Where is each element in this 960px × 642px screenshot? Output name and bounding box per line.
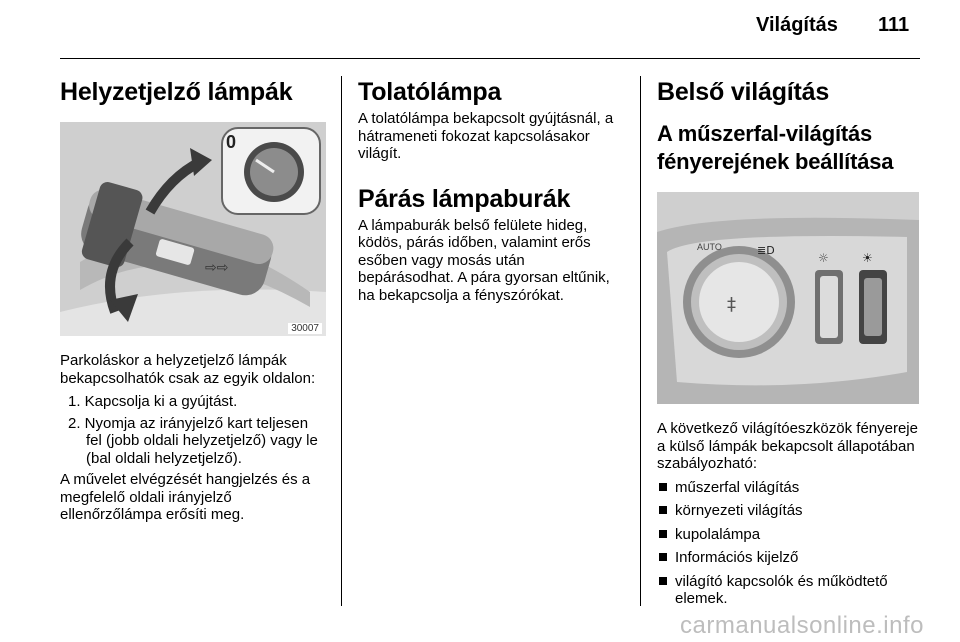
bullet-icon	[659, 483, 667, 491]
column-divider-1	[341, 76, 342, 606]
list-item: 2. Nyomja az irányjelző kart teljesen fel (jobb oldali helyzetjelző) vagy le (bal oldali helyzetjelző).	[68, 414, 318, 467]
list-item: műszerfal világítás	[657, 479, 923, 497]
section-heading-parking-lights: Helyzetjelző lámpák	[60, 78, 293, 106]
header-title: Világítás	[756, 14, 838, 36]
list-item: 1. Kapcsolja ki a gyújtást.	[68, 393, 238, 410]
section-heading-reversing-light: Tolatólámpa	[358, 78, 502, 106]
paragraph-dimmable-devices: A következő világítóeszközök fényereje a külső lámpák bekapcsolt állapotában szabályozható:	[657, 420, 918, 472]
light-switch-panel-illustration	[657, 192, 919, 404]
steps-list	[60, 393, 328, 467]
paragraph-intro: Parkoláskor a helyzetjelző lámpák bekapcsolhatók csak az egyik oldalon:	[60, 352, 316, 387]
bullet-icon	[659, 553, 667, 561]
section-heading-fogged-covers: Párás lámpaburák	[358, 184, 571, 213]
dial-zero-label: 0	[226, 132, 237, 152]
svg-text:☼: ☼	[818, 251, 829, 265]
figure-turn-signal-lever	[60, 122, 326, 336]
bullet-icon	[659, 577, 667, 585]
column-reverse-lights	[358, 70, 624, 304]
figure-number: 30007	[288, 323, 322, 334]
paragraph-outro: A művelet elvégzését hangjelzés és a megfelelő oldali irányjelző ellenőrzőlámpa erősíti meg.	[60, 471, 311, 523]
paragraph-fogged-covers: A lámpaburák belső felülete hideg, ködös, párás időben, valamint erős esőben vagy mosás után bepárásodhat. A pára gyorsan eltűnik, ha bekapcsolja a fényszórókat.	[358, 216, 610, 304]
svg-text:☀: ☀	[862, 251, 873, 265]
watermark: carmanualsonline.info	[680, 612, 924, 639]
paragraph-reversing-light: A tolatólámpa bekapcsolt gyújtásnál, a hátrameneti fokozat kapcsolásakor világít.	[358, 110, 614, 162]
list-item: környezeti világítás	[657, 502, 923, 520]
turn-signal-lever-illustration	[60, 122, 326, 336]
auto-label: AUTO	[697, 242, 722, 252]
column-parking-lights	[60, 70, 328, 524]
column-divider-2	[640, 76, 641, 606]
bullet-icon	[659, 506, 667, 514]
column-interior-lighting	[657, 70, 923, 614]
list-item: Információs kijelző	[657, 549, 923, 567]
svg-text:‡: ‡	[727, 294, 736, 315]
svg-text:≣D: ≣D	[757, 244, 775, 257]
svg-text:⇨⇨: ⇨⇨	[205, 260, 229, 276]
page-number: 111	[878, 14, 910, 36]
header-divider	[60, 58, 920, 59]
bullet-icon	[659, 530, 667, 538]
dimmable-items-list	[657, 479, 923, 608]
figure-light-switch-panel	[657, 192, 919, 404]
section-heading-interior-lighting: Belső világítás	[657, 78, 830, 106]
list-item: kupolalámpa	[657, 526, 923, 544]
subsection-heading-dimmer: A műszerfal-világítás fényerejének beállítása	[657, 121, 894, 174]
list-item: világító kapcsolók és működtető elemek.	[657, 573, 923, 608]
